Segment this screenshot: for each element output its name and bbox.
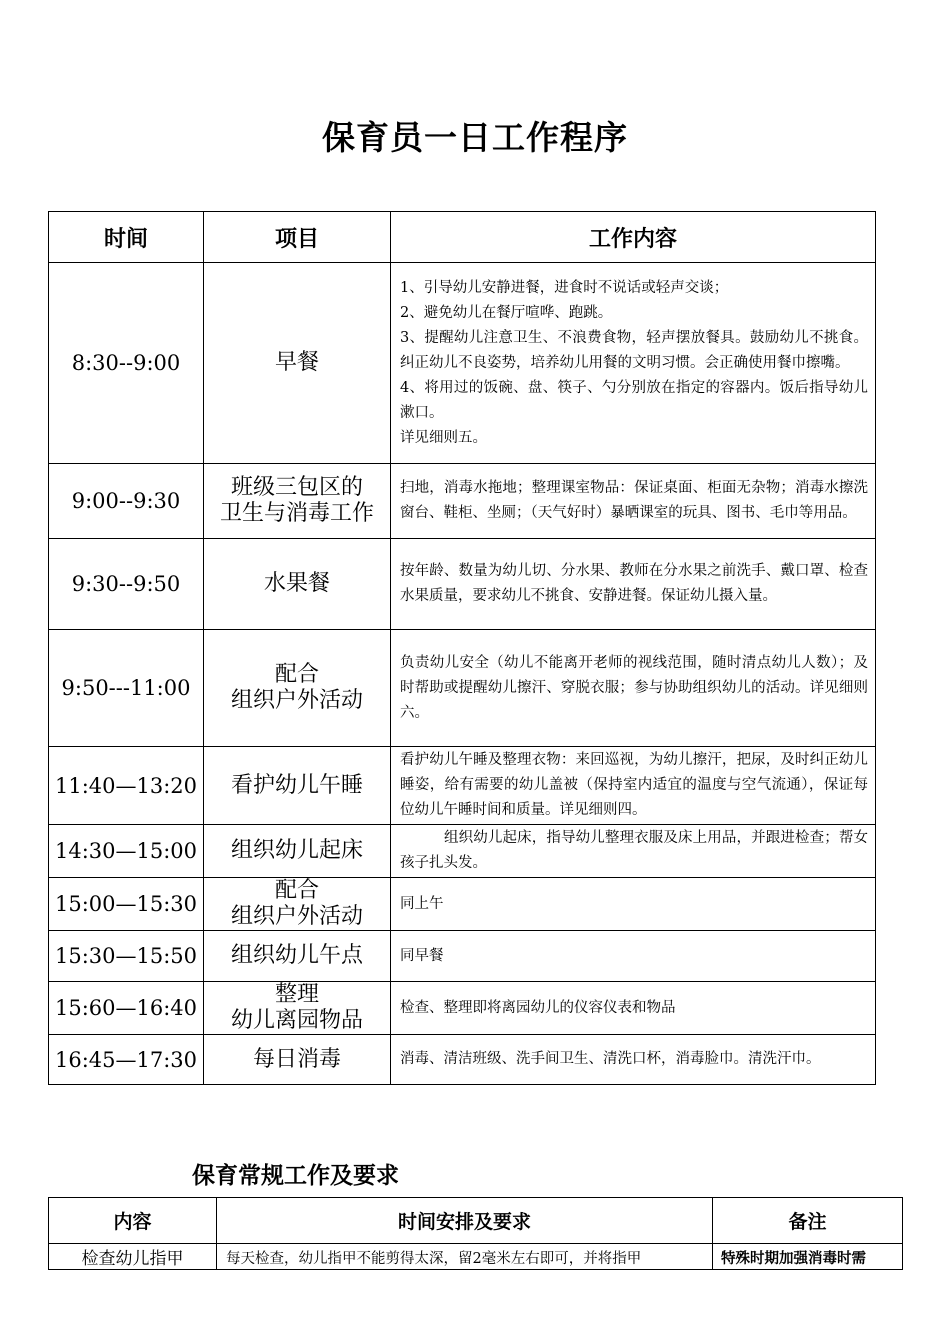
row-item: 水果餐 [204,539,391,630]
row-content: 检查、整理即将离园幼儿的仪容仪表和物品 [391,982,876,1035]
row-content: 1、引导幼儿安静进餐，进食时不说话或轻声交谈； 2、避免幼儿在餐厅喧哗、跑跳。 3、提醒幼儿注意卫生、不浪费食物，轻声摆放餐具。鼓励幼儿不挑食。纠正幼儿不良姿势，培养幼儿用餐的文明习惯。会正确使用餐巾擦嘴。 4、将用过的饭碗、盘、筷子、勺分别放在指定的容器内。饭后指导幼儿漱口。 详见细则五。 [391,263,876,464]
row-time: 15:60—16:40 [49,982,204,1035]
header-note: 备注 [713,1198,903,1244]
row-time: 11:40—13:20 [49,747,204,825]
row-item: 班级三包区的 卫生与消毒工作 [204,464,391,539]
row-content: 负责幼儿安全（幼儿不能离开老师的视线范围，随时清点幼儿人数）；及时帮助或提醒幼儿擦汗、穿脱衣服；参与协助组织幼儿的活动。详见细则六。 [391,630,876,747]
header-item: 项目 [204,212,391,263]
routine-content: 检查幼儿指甲 [49,1244,217,1270]
row-item: 每日消毒 [204,1035,391,1085]
header-requirement: 时间安排及要求 [217,1198,713,1244]
row-time: 9:50---11:00 [49,630,204,747]
table-row [49,630,876,747]
header-content: 工作内容 [391,212,876,263]
table-row [49,263,876,464]
row-item: 整理 幼儿离园物品 [204,982,391,1035]
row-time: 15:30—15:50 [49,931,204,982]
table-row [49,747,876,825]
row-content: 组织幼儿起床，指导幼儿整理衣服及床上用品，并跟进检查；帮女孩子扎头发。 [391,825,876,878]
schedule-header-row [49,212,876,263]
row-time: 9:30--9:50 [49,539,204,630]
row-item: 配合 组织户外活动 [204,630,391,747]
row-content: 按年龄、数量为幼儿切、分水果、教师在分水果之前洗手、戴口罩、检查水果质量，要求幼儿不挑食、安静进餐。保证幼儿摄入量。 [391,539,876,630]
table-row [49,931,876,982]
row-content: 同早餐 [391,931,876,982]
row-content: 同上午 [391,878,876,931]
table-row [49,1035,876,1085]
table-row [49,539,876,630]
page-title: 保育员一日工作程序 [322,118,628,157]
row-time: 14:30—15:00 [49,825,204,878]
routine-header-row [49,1198,903,1244]
row-item: 组织幼儿起床 [204,825,391,878]
row-item: 配合 组织户外活动 [204,878,391,931]
row-item: 组织幼儿午点 [204,931,391,982]
row-item: 早餐 [204,263,391,464]
routine-requirement: 每天检查，幼儿指甲不能剪得太深，留2毫米左右即可，并将指甲 [217,1244,713,1270]
table-row [49,825,876,878]
routine-table [48,1197,903,1270]
row-content: 消毒、清洁班级、洗手间卫生、清洗口杯，消毒脸巾。清洗汗巾。 [391,1035,876,1085]
row-time: 8:30--9:00 [49,263,204,464]
table-row [49,464,876,539]
row-content: 看护幼儿午睡及整理衣物：来回巡视，为幼儿擦汗，把尿，及时纠正幼儿睡姿，给有需要的幼儿盖被（保持室内适宜的温度与空气流通），保证每位幼儿午睡时间和质量。详见细则四。 [391,747,876,825]
table-row [49,878,876,931]
row-time: 16:45—17:30 [49,1035,204,1085]
row-item: 看护幼儿午睡 [204,747,391,825]
table-row [49,982,876,1035]
routine-title: 保育常规工作及要求 [192,1163,399,1189]
header-content: 内容 [49,1198,217,1244]
schedule-table [48,211,876,1085]
row-content: 扫地，消毒水拖地；整理课室物品：保证桌面、柜面无杂物；消毒水擦洗窗台、鞋柜、坐厕；（天气好时）暴晒课室的玩具、图书、毛巾等用品。 [391,464,876,539]
table-row [49,1244,903,1270]
routine-note: 特殊时期加强消毒时需 [713,1244,903,1270]
row-time: 15:00—15:30 [49,878,204,931]
header-time: 时间 [49,212,204,263]
row-time: 9:00--9:30 [49,464,204,539]
